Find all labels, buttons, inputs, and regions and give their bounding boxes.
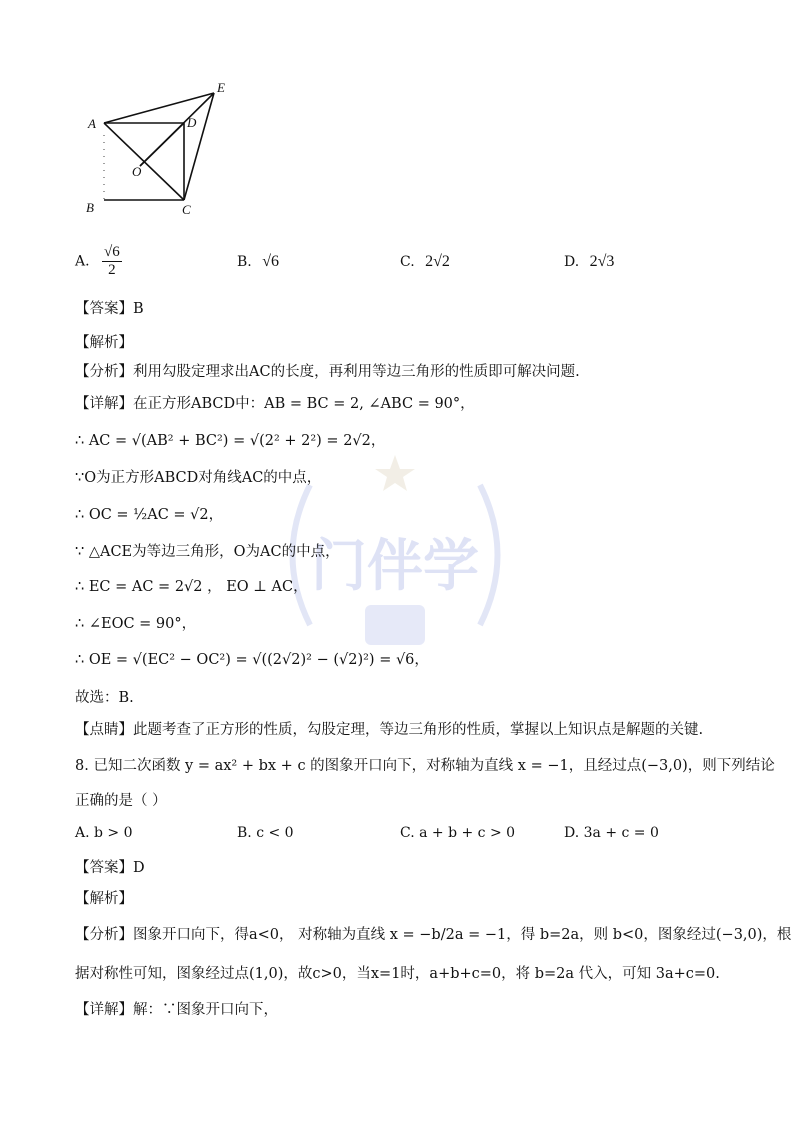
answer-tag: 【答案】 [75, 301, 133, 317]
q7-xiangjie-line [75, 394, 475, 414]
q7-step-ac: ∴ AC = √(AB² + BC²) = √(2² + 2²) = 2√2， [75, 433, 386, 449]
q8-fenxi-line2: 据对称性可知，图象经过点(1,0)，故c>0，当x=1时，a+b+c=0，将 b=2a 代入，可知 3a+c=0. [75, 966, 720, 982]
option-d-label: D. [564, 254, 580, 270]
fenxi-text: 利用勾股定理求出AC的长度，再利用等边三角形的性质即可解决问题. [133, 364, 580, 380]
q8-option-b[interactable]: B. c < 0 [237, 825, 294, 841]
q7-step-oc: ∴ OC = ½AC = √2， [75, 507, 224, 523]
edge-ae [104, 93, 214, 123]
label-a: A [88, 116, 96, 131]
q7-dianjing-line [75, 720, 703, 740]
q8-stem-line2: 正确的是（ ） [75, 793, 167, 809]
fenxi-tag: 【分析】 [75, 927, 133, 943]
q7-step-midpoint: ∵O为正方形ABCD对角线AC的中点， [75, 470, 322, 486]
xiangjie-tag: 【详解】 [75, 396, 133, 412]
q7-fenxi-line [75, 362, 580, 382]
option-b-label: B. [237, 254, 252, 270]
segment-oe [140, 93, 214, 166]
label-d: D [187, 115, 197, 130]
xiangjie-tag: 【详解】 [75, 1002, 133, 1018]
option-d-value: 2√3 [589, 253, 615, 270]
fenxi-tag: 【分析】 [75, 364, 133, 380]
dianjing-text: 此题考查了正方形的性质，勾股定理，等边三角形的性质，掌握以上知识点是解题的关键. [133, 722, 704, 738]
square-geometry-figure [80, 75, 240, 220]
label-c: C [182, 202, 191, 217]
label-b: B [86, 200, 94, 215]
dianjing-tag: 【点睛】 [75, 722, 133, 738]
q7-answer-line [75, 299, 144, 319]
label-e: E [217, 80, 225, 95]
answer-value: D [133, 860, 145, 876]
option-b-value: √6 [262, 253, 279, 270]
fraction-denominator: 2 [108, 262, 116, 278]
option-a-fraction [102, 244, 122, 279]
edge-ec [184, 93, 214, 200]
xiangjie-text: 在正方形ABCD中：AB = BC = 2, ∠ABC = 90°， [133, 396, 475, 412]
watermark-text: 门伴学 [311, 534, 479, 599]
q7-step-oe: ∴ OE = √(EC² − OC²) = √((2√2)² − (√2)²) = √6， [75, 652, 429, 668]
q8-option-a[interactable]: A. b > 0 [75, 825, 133, 841]
answer-tag: 【答案】 [75, 860, 133, 876]
q8-option-d[interactable]: D. 3a + c = 0 [564, 825, 659, 841]
option-a-label: A. [75, 253, 90, 270]
fenxi-text: 图象开口向下，得a<0， 对称轴为直线 x = −b/2a = −1，得 b=2a，则 b<0，图象经过(−3,0)，根 [133, 927, 792, 943]
label-o: O [132, 164, 142, 179]
fraction-numerator: √6 [104, 244, 120, 260]
option-b[interactable] [237, 253, 279, 271]
option-c[interactable] [400, 253, 450, 271]
option-c-value: 2√2 [425, 253, 450, 270]
q7-step-angle: ∴ ∠EOC = 90°， [75, 616, 197, 632]
option-c-label: C. [400, 254, 415, 270]
q7-conclusion: 故选：B. [75, 690, 134, 706]
q8-xiangjie-line [75, 1000, 278, 1020]
q8-option-c[interactable]: C. a + b + c > 0 [400, 825, 516, 841]
q7-step-ec: ∴ EC = AC = 2√2 ， EO ⊥ AC， [75, 579, 308, 595]
option-d[interactable] [564, 253, 614, 271]
q8-stem-line1: 8. 已知二次函数 y = ax² + bx + c 的图象开口向下，对称轴为直线 x = −1，且经过点(−3,0)，则下列结论 [75, 758, 775, 774]
xiangjie-text: 解：∵图象开口向下， [133, 1002, 278, 1018]
q7-step-equilateral: ∵ △ACE为等边三角形，O为AC的中点， [75, 544, 340, 560]
q8-answer-line [75, 858, 145, 878]
q8-analysis-tag: 【解析】 [75, 891, 133, 907]
q8-fenxi-line1 [75, 925, 791, 945]
answer-value: B [133, 301, 144, 317]
q7-analysis-tag: 【解析】 [75, 335, 133, 351]
option-a[interactable] [75, 244, 122, 279]
